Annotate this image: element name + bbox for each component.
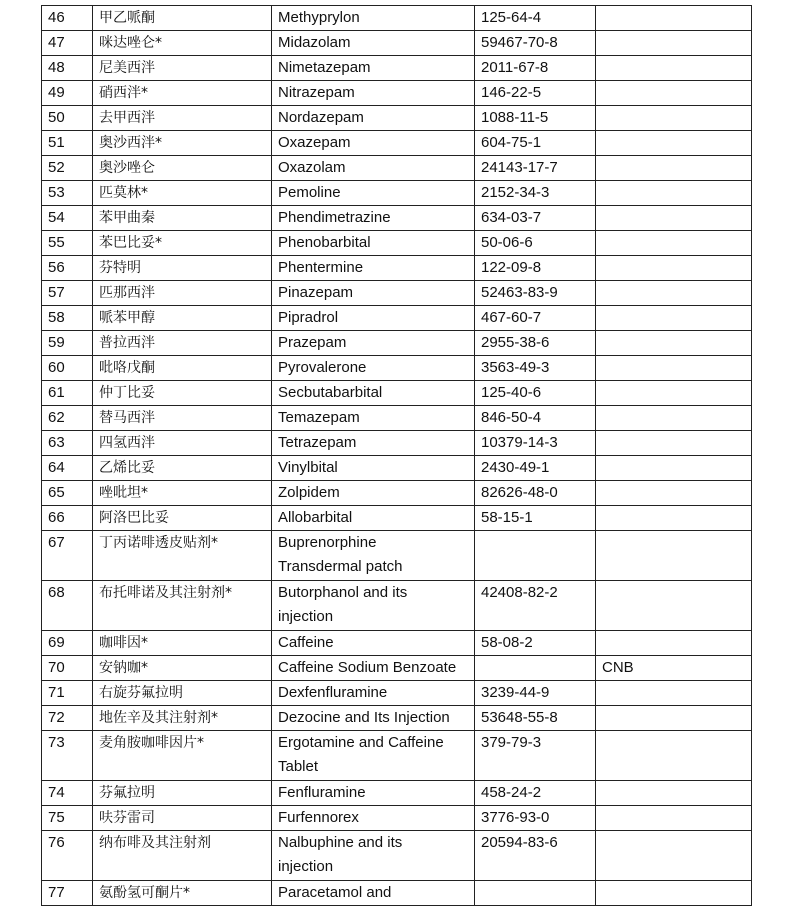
row-number-cell: 76 <box>42 831 93 881</box>
note-cell <box>596 806 752 831</box>
chinese-name-cell: 替马西泮 <box>93 406 272 431</box>
chinese-name-cell: 麦角胺咖啡因片* <box>93 731 272 781</box>
cas-number-cell: 122-09-8 <box>475 256 596 281</box>
english-name-cell <box>272 681 475 706</box>
cas-number-cell: 125-64-4 <box>475 6 596 31</box>
chinese-name-cell: 奥沙西泮* <box>93 131 272 156</box>
chinese-name-cell: 匹那西泮 <box>93 281 272 306</box>
chinese-name-cell: 苯巴比妥* <box>93 231 272 256</box>
english-name-cell <box>272 881 475 906</box>
cas-number-cell: 58-15-1 <box>475 506 596 531</box>
english-name-cell <box>272 206 475 231</box>
cas-number-cell: 24143-17-7 <box>475 156 596 181</box>
chinese-name-cell: 苯甲曲秦 <box>93 206 272 231</box>
english-name-line: Phenobarbital <box>278 234 371 251</box>
english-name-cell <box>272 506 475 531</box>
note-cell <box>596 581 752 631</box>
english-name-cell <box>272 331 475 356</box>
english-name-line: Nitrazepam <box>278 84 355 101</box>
cas-number-cell: 604-75-1 <box>475 131 596 156</box>
note-cell <box>596 156 752 181</box>
english-name-line: Fenfluramine <box>278 784 366 801</box>
note-cell <box>596 356 752 381</box>
english-name-cell <box>272 181 475 206</box>
english-name-line: Caffeine <box>278 634 334 651</box>
table-row <box>42 881 752 906</box>
english-name-line: Phendimetrazine <box>278 209 391 226</box>
english-name-cell <box>272 56 475 81</box>
chinese-name-cell: 四氢西泮 <box>93 431 272 456</box>
cas-number-cell: 2011-67-8 <box>475 56 596 81</box>
note-cell <box>596 106 752 131</box>
chinese-name-cell: 咪达唑仑* <box>93 31 272 56</box>
english-name-cell <box>272 431 475 456</box>
row-number-cell: 60 <box>42 356 93 381</box>
row-number-cell: 66 <box>42 506 93 531</box>
table-row <box>42 681 752 706</box>
english-name-line: Tetrazepam <box>278 434 357 451</box>
table-row <box>42 531 752 581</box>
substance-table <box>41 5 752 906</box>
english-name-line: Dezocine and Its Injection <box>278 709 450 726</box>
english-name-cell <box>272 831 475 881</box>
english-name-line: Pyrovalerone <box>278 359 367 376</box>
cas-number-cell: 846-50-4 <box>475 406 596 431</box>
cas-number-cell: 53648-55-8 <box>475 706 596 731</box>
row-number-cell: 57 <box>42 281 93 306</box>
cas-number-cell: 379-79-3 <box>475 731 596 781</box>
chinese-name-cell: 仲丁比妥 <box>93 381 272 406</box>
chinese-name-cell: 丁丙诺啡透皮贴剂* <box>93 531 272 581</box>
english-name-cell <box>272 106 475 131</box>
english-name-cell <box>272 131 475 156</box>
chinese-name-cell: 阿洛巴比妥 <box>93 506 272 531</box>
row-number-cell: 65 <box>42 481 93 506</box>
cas-number-cell: 10379-14-3 <box>475 431 596 456</box>
table-row <box>42 6 752 31</box>
table-row <box>42 231 752 256</box>
note-cell <box>596 731 752 781</box>
note-cell <box>596 831 752 881</box>
row-number-cell: 52 <box>42 156 93 181</box>
chinese-name-cell: 唑吡坦* <box>93 481 272 506</box>
cas-number-cell: 2955-38-6 <box>475 331 596 356</box>
chinese-name-cell: 氨酚氢可酮片* <box>93 881 272 906</box>
row-number-cell: 73 <box>42 731 93 781</box>
row-number-cell: 56 <box>42 256 93 281</box>
table-row <box>42 56 752 81</box>
english-name-line: Buprenorphine <box>278 534 377 551</box>
english-name-cell <box>272 731 475 781</box>
table-row <box>42 781 752 806</box>
table-row <box>42 431 752 456</box>
cas-number-cell: 59467-70-8 <box>475 31 596 56</box>
english-name-cell <box>272 381 475 406</box>
table-row <box>42 581 752 631</box>
cas-number-cell: 3239-44-9 <box>475 681 596 706</box>
cas-number-cell <box>475 881 596 906</box>
note-cell <box>596 381 752 406</box>
chinese-name-cell: 尼美西泮 <box>93 56 272 81</box>
english-name-cell <box>272 356 475 381</box>
chinese-name-cell: 普拉西泮 <box>93 331 272 356</box>
table-row <box>42 256 752 281</box>
table-row <box>42 806 752 831</box>
english-name-line: Prazepam <box>278 334 347 351</box>
note-cell <box>596 531 752 581</box>
chinese-name-cell: 安钠咖* <box>93 656 272 681</box>
cas-number-cell: 3776-93-0 <box>475 806 596 831</box>
english-name-cell <box>272 256 475 281</box>
chinese-name-cell: 奥沙唑仑 <box>93 156 272 181</box>
english-name-line: Temazepam <box>278 409 360 426</box>
table-row <box>42 656 752 681</box>
note-cell <box>596 56 752 81</box>
table-row <box>42 506 752 531</box>
cas-number-cell: 2152-34-3 <box>475 181 596 206</box>
cas-number-cell: 42408-82-2 <box>475 581 596 631</box>
row-number-cell: 47 <box>42 31 93 56</box>
chinese-name-cell: 吡咯戊酮 <box>93 356 272 381</box>
english-name-cell <box>272 456 475 481</box>
row-number-cell: 72 <box>42 706 93 731</box>
chinese-name-cell: 哌苯甲醇 <box>93 306 272 331</box>
cas-number-cell: 50-06-6 <box>475 231 596 256</box>
chinese-name-cell: 硝西泮* <box>93 81 272 106</box>
english-name-cell <box>272 531 475 581</box>
row-number-cell: 64 <box>42 456 93 481</box>
row-number-cell: 51 <box>42 131 93 156</box>
english-name-line: Secbutabarbital <box>278 384 383 401</box>
english-name-line: Tablet <box>278 758 319 775</box>
table-row <box>42 706 752 731</box>
note-cell <box>596 131 752 156</box>
chinese-name-cell: 地佐辛及其注射剂* <box>93 706 272 731</box>
table-row <box>42 381 752 406</box>
chinese-name-cell: 芬特明 <box>93 256 272 281</box>
table-row <box>42 731 752 781</box>
row-number-cell: 59 <box>42 331 93 356</box>
table-row <box>42 481 752 506</box>
english-name-line: Oxazepam <box>278 134 351 151</box>
english-name-line: Dexfenfluramine <box>278 684 388 701</box>
row-number-cell: 54 <box>42 206 93 231</box>
english-name-line: Caffeine Sodium Benzoate <box>278 659 457 676</box>
table-row <box>42 356 752 381</box>
english-name-line: Vinylbital <box>278 459 338 476</box>
english-name-cell <box>272 6 475 31</box>
cas-number-cell <box>475 531 596 581</box>
chinese-name-cell: 乙烯比妥 <box>93 456 272 481</box>
table-row <box>42 106 752 131</box>
table-row <box>42 81 752 106</box>
note-cell <box>596 31 752 56</box>
table-body <box>42 6 752 906</box>
cas-number-cell: 2430-49-1 <box>475 456 596 481</box>
row-number-cell: 58 <box>42 306 93 331</box>
row-number-cell: 77 <box>42 881 93 906</box>
table-row <box>42 631 752 656</box>
row-number-cell: 49 <box>42 81 93 106</box>
english-name-line: Pemoline <box>278 184 341 201</box>
note-cell <box>596 306 752 331</box>
english-name-line: Pinazepam <box>278 284 354 301</box>
english-name-line: Allobarbital <box>278 509 353 526</box>
cas-number-cell: 125-40-6 <box>475 381 596 406</box>
english-name-line: Paracetamol and <box>278 884 392 901</box>
note-cell <box>596 881 752 906</box>
chinese-name-cell: 布托啡诺及其注射剂* <box>93 581 272 631</box>
note-cell <box>596 481 752 506</box>
chinese-name-cell: 纳布啡及其注射剂 <box>93 831 272 881</box>
note-cell: CNB <box>596 656 752 681</box>
english-name-line: Transdermal patch <box>278 558 403 575</box>
english-name-line: Furfennorex <box>278 809 359 826</box>
english-name-line: Nordazepam <box>278 109 364 126</box>
english-name-line: Ergotamine and Caffeine <box>278 734 444 751</box>
english-name-cell <box>272 631 475 656</box>
cas-number-cell: 52463-83-9 <box>475 281 596 306</box>
english-name-line: Nimetazepam <box>278 59 371 76</box>
note-cell <box>596 206 752 231</box>
table-row <box>42 156 752 181</box>
chinese-name-cell: 甲乙哌酮 <box>93 6 272 31</box>
cas-number-cell: 3563-49-3 <box>475 356 596 381</box>
english-name-line: Nalbuphine and its <box>278 834 403 851</box>
english-name-line: Oxazolam <box>278 159 346 176</box>
row-number-cell: 62 <box>42 406 93 431</box>
english-name-cell <box>272 581 475 631</box>
english-name-line: Phentermine <box>278 259 364 276</box>
note-cell <box>596 631 752 656</box>
table-row <box>42 181 752 206</box>
row-number-cell: 69 <box>42 631 93 656</box>
table-row <box>42 281 752 306</box>
english-name-cell <box>272 81 475 106</box>
table-row <box>42 31 752 56</box>
english-name-cell <box>272 481 475 506</box>
chinese-name-cell: 咖啡因* <box>93 631 272 656</box>
english-name-cell <box>272 406 475 431</box>
chinese-name-cell: 芬氟拉明 <box>93 781 272 806</box>
english-name-line: injection <box>278 608 334 625</box>
english-name-cell <box>272 656 475 681</box>
row-number-cell: 75 <box>42 806 93 831</box>
row-number-cell: 48 <box>42 56 93 81</box>
english-name-cell <box>272 231 475 256</box>
row-number-cell: 55 <box>42 231 93 256</box>
english-name-cell <box>272 156 475 181</box>
table-row <box>42 206 752 231</box>
note-cell <box>596 456 752 481</box>
note-cell <box>596 406 752 431</box>
note-cell <box>596 431 752 456</box>
cas-number-cell: 1088-11-5 <box>475 106 596 131</box>
row-number-cell: 70 <box>42 656 93 681</box>
chinese-name-cell: 去甲西泮 <box>93 106 272 131</box>
cas-number-cell: 82626-48-0 <box>475 481 596 506</box>
cas-number-cell: 634-03-7 <box>475 206 596 231</box>
table-row <box>42 331 752 356</box>
row-number-cell: 46 <box>42 6 93 31</box>
table-row <box>42 131 752 156</box>
chinese-name-cell: 呋芬雷司 <box>93 806 272 831</box>
row-number-cell: 61 <box>42 381 93 406</box>
note-cell <box>596 506 752 531</box>
note-cell <box>596 281 752 306</box>
english-name-line: Methyprylon <box>278 9 360 26</box>
english-name-cell <box>272 31 475 56</box>
row-number-cell: 63 <box>42 431 93 456</box>
english-name-cell <box>272 806 475 831</box>
note-cell <box>596 181 752 206</box>
cas-number-cell <box>475 656 596 681</box>
row-number-cell: 74 <box>42 781 93 806</box>
table-row <box>42 306 752 331</box>
note-cell <box>596 256 752 281</box>
english-name-line: injection <box>278 858 334 875</box>
table-row <box>42 456 752 481</box>
english-name-cell <box>272 306 475 331</box>
note-cell <box>596 231 752 256</box>
note-cell <box>596 331 752 356</box>
english-name-line: Midazolam <box>278 34 351 51</box>
english-name-cell <box>272 281 475 306</box>
cas-number-cell: 20594-83-6 <box>475 831 596 881</box>
english-name-line: Zolpidem <box>278 484 340 501</box>
row-number-cell: 50 <box>42 106 93 131</box>
english-name-line: Butorphanol and its <box>278 584 408 601</box>
note-cell <box>596 6 752 31</box>
cas-number-cell: 458-24-2 <box>475 781 596 806</box>
english-name-cell <box>272 706 475 731</box>
row-number-cell: 67 <box>42 531 93 581</box>
chinese-name-cell: 匹莫林* <box>93 181 272 206</box>
note-cell <box>596 706 752 731</box>
note-cell <box>596 781 752 806</box>
english-name-cell <box>272 781 475 806</box>
cas-number-cell: 467-60-7 <box>475 306 596 331</box>
table-row <box>42 406 752 431</box>
note-cell <box>596 81 752 106</box>
cas-number-cell: 58-08-2 <box>475 631 596 656</box>
row-number-cell: 53 <box>42 181 93 206</box>
note-cell <box>596 681 752 706</box>
row-number-cell: 71 <box>42 681 93 706</box>
english-name-line: Pipradrol <box>278 309 339 326</box>
table-row <box>42 831 752 881</box>
chinese-name-cell: 右旋芬氟拉明 <box>93 681 272 706</box>
row-number-cell: 68 <box>42 581 93 631</box>
cas-number-cell: 146-22-5 <box>475 81 596 106</box>
